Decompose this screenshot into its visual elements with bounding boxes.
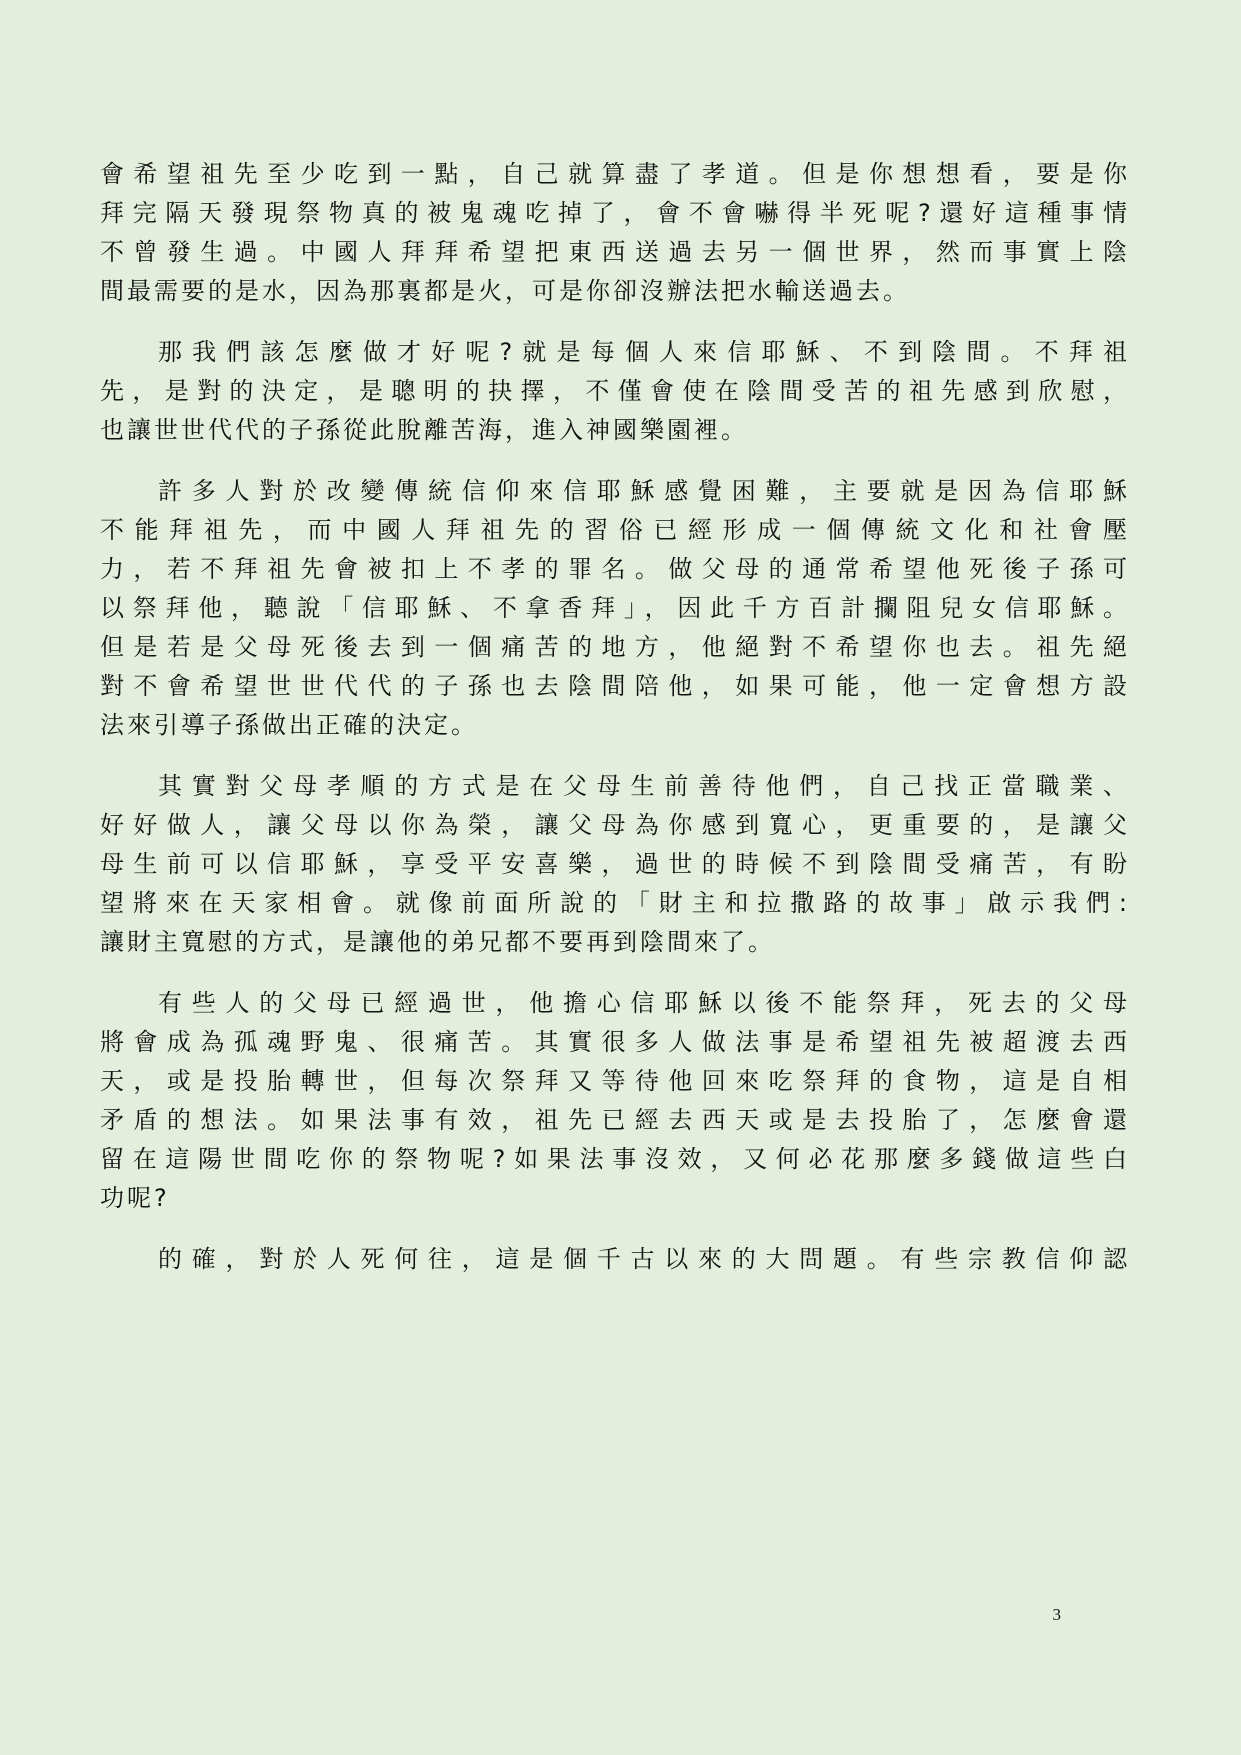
paragraph — [100, 1240, 1130, 1279]
text-line: 好好做人，讓父母以你為榮，讓父母為你感到寬心，更重要的，是讓父 — [100, 811, 1130, 839]
text-line: 望將來在天家相會。就像前面所說的「財主和拉撒路的故事」啟示我們: — [100, 889, 1130, 917]
paragraph-gap — [100, 1218, 1130, 1240]
body-text — [100, 155, 1130, 1279]
text-line: 許多人對於改變傳統信仰來信耶穌感覺困難，主要就是因為信耶穌 — [158, 477, 1130, 505]
text-line: 功呢? — [100, 1184, 170, 1212]
text-line: 其實對父母孝順的方式是在父母生前善待他們，自己找正當職業、 — [158, 772, 1130, 800]
paragraph — [100, 472, 1130, 745]
text-line: 那我們該怎麼做才好呢?就是每個人來信耶穌、不到陰間。不拜祖 — [158, 338, 1130, 366]
page-number: 3 — [1052, 1605, 1061, 1624]
text-line: 以祭拜他，聽說「信耶穌、不拿香拜」，因此千方百計攔阻兒女信耶穌。 — [100, 594, 1130, 622]
text-line: 不能拜祖先，而中國人拜祖先的習俗已經形成一個傳統文化和社會壓 — [100, 516, 1130, 544]
text-line: 對不會希望世世代代的子孫也去陰間陪他，如果可能，他一定會想方設 — [100, 672, 1130, 700]
text-line: 法來引導子孫做出正確的決定。 — [100, 711, 478, 739]
text-line: 拜完隔天發現祭物真的被鬼魂吃掉了，會不會嚇得半死呢?還好這種事情 — [100, 199, 1130, 227]
text-line: 不曾發生過。中國人拜拜希望把東西送過去另一個世界，然而事實上陰 — [100, 238, 1130, 266]
text-line: 先，是對的決定，是聰明的抉擇，不僅會使在陰間受苦的祖先感到欣慰， — [100, 377, 1130, 405]
text-line: 但是若是父母死後去到一個痛苦的地方，他絕對不希望你也去。祖先絕 — [100, 633, 1130, 661]
text-line: 間最需要的是水，因為那裏都是火，可是你卻沒辦法把水輸送過去。 — [100, 277, 910, 305]
text-line: 有些人的父母已經過世，他擔心信耶穌以後不能祭拜，死去的父母 — [158, 989, 1130, 1017]
text-line: 會希望祖先至少吃到一點，自己就算盡了孝道。但是你想想看，要是你 — [100, 160, 1130, 188]
text-line: 將會成為孤魂野鬼、很痛苦。其實很多人做法事是希望祖先被超渡去西 — [100, 1028, 1130, 1056]
text-line: 母生前可以信耶穌，享受平安喜樂，過世的時候不到陰間受痛苦，有盼 — [100, 850, 1130, 878]
text-line: 的確，對於人死何往，這是個千古以來的大問題。有些宗教信仰認 — [158, 1245, 1130, 1273]
paragraph-gap — [100, 311, 1130, 333]
text-line: 留在這陽世間吃你的祭物呢?如果法事沒效，又何必花那麼多錢做這些白 — [100, 1145, 1130, 1173]
text-line: 讓財主寬慰的方式，是讓他的弟兄都不要再到陰間來了。 — [100, 928, 775, 956]
paragraph — [100, 333, 1130, 450]
paragraph-gap — [100, 745, 1130, 767]
paragraph-gap — [100, 450, 1130, 472]
text-line: 力，若不拜祖先會被扣上不孝的罪名。做父母的通常希望他死後子孫可 — [100, 555, 1130, 583]
text-line: 矛盾的想法。如果法事有效，祖先已經去西天或是去投胎了，怎麼會還 — [100, 1106, 1130, 1134]
text-line: 也讓世世代代的子孫從此脫離苦海，進入神國樂園裡。 — [100, 416, 748, 444]
paragraph-gap — [100, 962, 1130, 984]
paragraph — [100, 767, 1130, 962]
text-line: 天，或是投胎轉世，但每次祭拜又等待他回來吃祭拜的食物，這是自相 — [100, 1067, 1130, 1095]
paragraph — [100, 155, 1130, 311]
paragraph — [100, 984, 1130, 1218]
